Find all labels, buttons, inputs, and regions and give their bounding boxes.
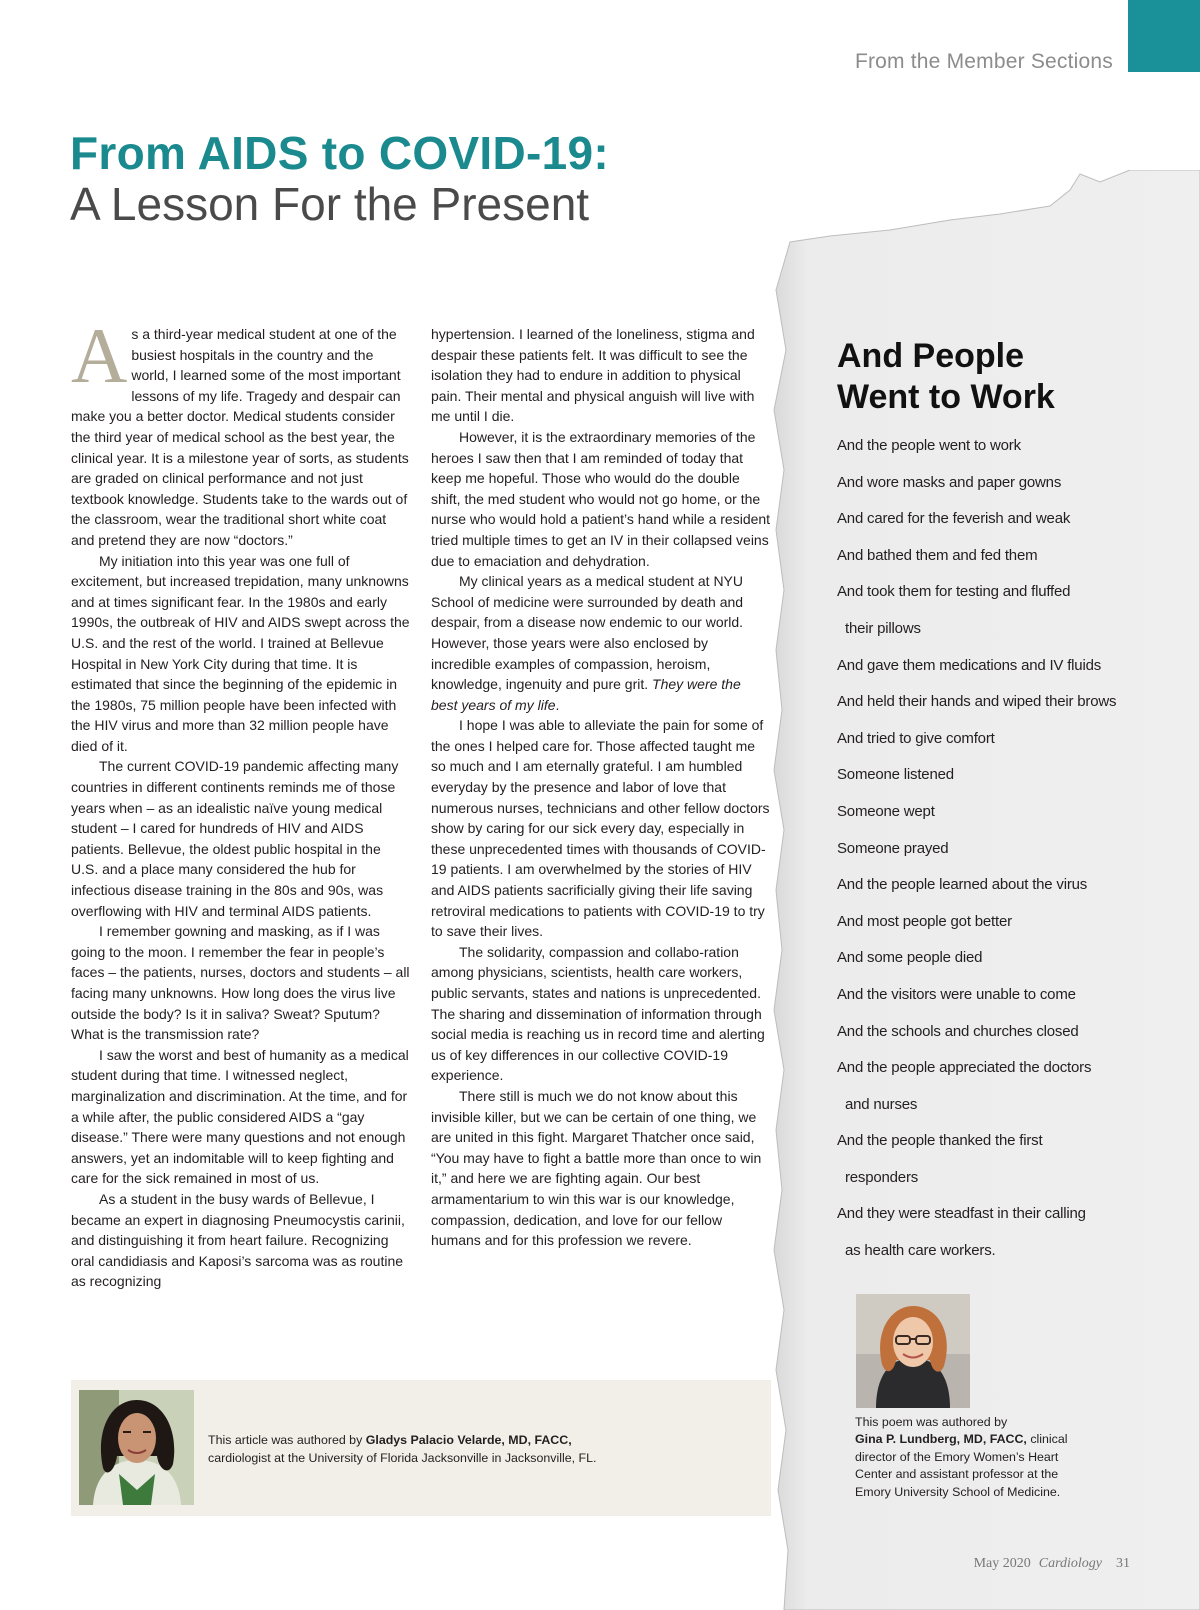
poem-line: Someone prayed [837,839,949,857]
section-color-tab [1128,0,1200,72]
paragraph-6: As a student in the busy wards of Bellevue, I became an expert in diagnosing Pneumocystis carinii, and distinguishing it from heart failure. Recognizing oral candidiasis and Kaposi’s sarcoma was as routine as recognizing [71,1190,405,1290]
paragraph-1: As a third-year medical student at one of the busiest hospitals in the country and the world, I learned some of the most important lessons of my life. Tragedy and despair can make you a better doctor. Medical students consider the third year of medical school as the best year, the clinical year. It is a milestone year of sorts, as students are graded on clinical performance and not just textbook knowledge. Students take to the wards out of the classroom, wear the traditional short white coat and pretend they are now “doctors.” [71,312,409,548]
poem-line: And the people went to work [837,437,1021,454]
italic-phrase: They were the best years of my life [431,676,741,713]
poet-credit: This poem was authored by Gina P. Lundberg, MD, FACC, clinical director of the Emory Women’s Heart Center and assistant professor at the Emory University School of Medicine. [855,1415,1068,1499]
poem-line: And tried to give comfort [837,729,995,747]
paragraph-12: There still is much we do not know about this invisible killer, but we can be certain of one thing, we are united in this fight. Margaret Thatcher once said, “You may have to fight a battle more than once to win it,” and here we are fighting again. Our best armamentarium to win this war is our knowledge, compassion, dedication, and love for our fellow humans and for this profession we revere. [431,1087,762,1249]
title-line-1: From AIDS to COVID-19: [70,127,610,179]
poem-line: Someone listened [837,766,954,784]
paragraph-2: My initiation into this year was one full of excitement, but increased trepidation, many unknowns and at times significant fear. In the 1980s and early 1990s, the outbreak of HIV and AIDS swept across the U.S. and the rest of the world. I trained at Bellevue Hospital in New York City during that time. It is estimated that since the beginning of the epidemic in the 1980s, 75 million people have been infected with the HIV virus and more than 32 million people have died of it. [71,552,410,754]
paragraph-3: The current COVID-19 pandemic affecting many countries in different continents reminds me of those years when – as an idealistic naïve young medical student – I cared for hundreds of HIV and AIDS patients. Bellevue, the oldest public hospital in the U.S. and a place many considered the hub for infectious disease training in the 80s and 90s, was overflowing with HIV and terminal AIDS patients. [71,758,399,919]
author-credit: This article was authored by Gladys Palacio Velarde, MD, FACC, cardiologist at the University of Florida Jacksonville in Jacksonville, FL. [208,1433,597,1465]
poet-photo [856,1294,970,1408]
paragraph-8: However, it is the extraordinary memories of the heroes I saw then that I am reminded of today that keep me hopeful. Those who would do the double shift, the med student who would not go home, or the nurse who would hold a patient’s hand while a resident tried multiple times to get an IV in their collapsed veins due to emaciation and dehydration. [431,428,771,569]
poem-line: And held their hands and wiped their brows [837,693,1117,711]
paragraph-9: My clinical years as a medical student at NYU School of medicine were surrounded by death and despair, from a disease now endemic to our world. However, those years were also enclosed by incredible examples of compassion, heroism, knowledge, ingenuity and pure grit. They were the best years of my life. [431,573,744,713]
poem-line: And gave them medications and IV fluids [837,656,1102,674]
poem-line: And most people got better [837,912,1012,930]
author-photo [79,1390,194,1505]
title-line-2: A Lesson For the Present [70,178,590,230]
poem-line: and nurses [845,1095,918,1113]
paragraph-10: I hope I was able to alleviate the pain for some of the ones I helped care for. Those affected taught me so much and I am eternally grateful. I am humbled everyday by the presence and labor of love that numerous nurses, technicians and other fellow doctors show by caring for our sick every day, especially in these unprecedented times with thousands of COVID-19 patients. I am overwhelmed by the stories of HIV and AIDS patients sacrificially giving their life saving retroviral medications to patients with COVID-19 to try to save their lives. [431,717,770,940]
section-label: From the Member Sections [854,50,1113,73]
page-number: 31 [1116,1556,1130,1571]
author-name: Gladys Palacio Velarde, MD, FACC, [365,1433,572,1447]
paragraph-5: I saw the worst and best of humanity as a medical student during that time. I witnessed neglect, marginalization and discrimination. At the time, and for a while after, the public considered AIDS a “gay disease.” There were many questions and not enough answers, yet an indomitable will to keep fighting and care for the sick remained in most of us. [71,1046,409,1187]
poem [837,336,1177,1270]
poem-line: And the people learned about the virus [837,876,1088,894]
poem-lines [837,428,1177,1270]
page-footer [974,1556,1130,1572]
poem-line: And the people thanked the first [837,1132,1043,1150]
poem-line: And the schools and churches closed [837,1022,1079,1040]
poem-line: And the people appreciated the doctors [837,1059,1092,1077]
issue-date: May 2020 [973,1556,1031,1571]
poem-line: their pillows [845,619,921,637]
poem-line: Someone wept [837,802,935,820]
paragraph-11: The solidarity, compassion and collabo-ration among physicians, scientists, health care workers, public servants, states and nations is unprecedented. The sharing and dissemination of information through social media is reaching us in record time and alerting us of key differences in our collective COVID-19 experience. [431,943,765,1084]
article-column-1 [71,312,411,1292]
article-title [70,128,770,230]
journal-name: Cardiology [1038,1556,1102,1571]
poem-line: And cared for the feverish and weak [837,510,1071,528]
poem-line: as health care workers. [845,1242,996,1260]
author-box [71,1380,771,1516]
paragraph-4: I remember gowning and masking, as if I was going to the moon. I remember the fear in people’s faces – the patients, nurses, doctors and students – all facing many unknowns. How long does the virus live outside the body? Is it in saliva? Sweat? Sputum? What is the transmission rate? [71,923,410,1043]
poet-name: Gina P. Lundberg, MD, FACC, [855,1432,1027,1447]
poem-line: And the visitors were unable to come [837,985,1076,1003]
poem-line: And wore masks and paper gowns [837,473,1062,491]
article-column-2 [431,324,771,1251]
poem-line: And some people died [837,949,983,967]
drop-cap: A [71,312,128,399]
poem-line: And took them for testing and fluffed [837,583,1071,601]
poem-title: And People Went to Work [837,337,1055,416]
paragraph-7: hypertension. I learned of the loneliness, stigma and despair these patients felt. It was difficult to see the isolation they had to endure in addition to physical pain. Their mental and physical anguish will live with me until I die. [431,326,755,425]
poem-line: And they were steadfast in their calling [837,1205,1086,1223]
poem-line: responders [845,1168,919,1186]
poem-line: And bathed them and fed them [837,546,1038,564]
